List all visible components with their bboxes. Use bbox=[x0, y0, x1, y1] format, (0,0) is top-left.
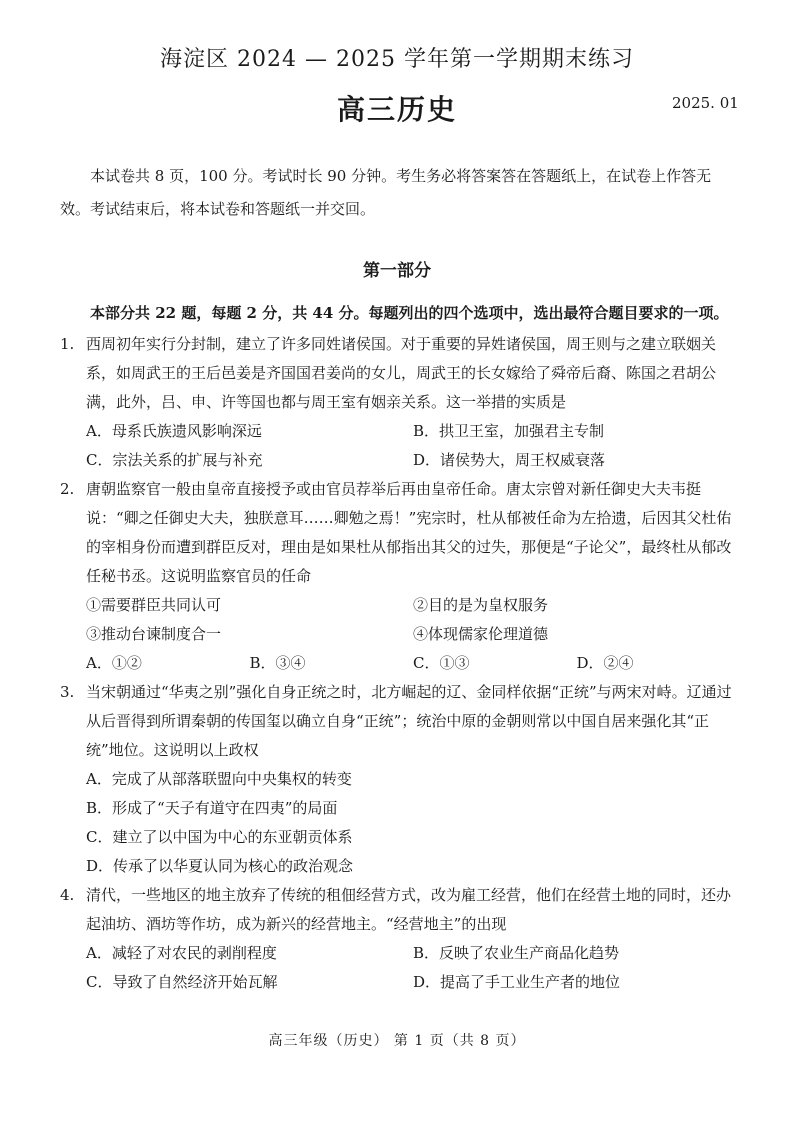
part-instruction: 本部分共 22 题，每题 2 分，共 44 分。每题列出的四个选项中，选出最符合题目要求的一项。 bbox=[90, 304, 729, 322]
statement-1: ①需要群臣共同认可 bbox=[86, 596, 222, 614]
statement-4: ④体现儒家伦理道德 bbox=[413, 625, 549, 643]
exam-instructions: 本试卷共 8 页，100 分。考试时长 90 分钟。考生务必将答案答在答题纸上，在试卷上作答无效。考试结束后，将本试卷和答题纸一并交回。 bbox=[60, 167, 712, 218]
option-d: D．提高了手工业生产者的地位 bbox=[413, 973, 621, 991]
option-a: A．①② bbox=[86, 654, 142, 672]
question-3 bbox=[60, 678, 740, 881]
option-a: A．减轻了对农民的剥削程度 bbox=[86, 944, 277, 962]
question-stem: 唐朝监察官一般由皇帝直接授予或由官员荐举后再由皇帝任命。唐太宗曾对新任御史大夫韦挺说：“卿之任御史大夫，独朕意耳……卿勉之焉！”宪宗时，杜从郁被任命为左拾遗，后因其父杜佑的宰相身份而遭到群臣反对，理由是如果杜从郁指出其父的过失，那便是“子论父”，最终杜从郁改任秘书丞。这说明监察官员的任命 bbox=[86, 480, 732, 585]
option-d: D．②④ bbox=[576, 654, 634, 672]
option-c: C．建立了以中国为中心的东亚朝贡体系 bbox=[86, 828, 353, 846]
question-stem: 西周初年实行分封制，建立了许多同姓诸侯国。对于重要的异姓诸侯国，周王则与之建立联姻关系，如周武王的王后邑姜是齐国国君姜尚的女儿，周武王的长女嫁给了舜帝后裔、陈国之君胡公满，此外，吕、申、许等国也都与周王室有姻亲关系。这一举措的实质是 bbox=[86, 335, 717, 411]
question-stem: 清代，一些地区的地主放弃了传统的租佃经营方式，改为雇工经营，他们在经营土地的同时，还办起油坊、酒坊等作坊，成为新兴的经营地主。“经营地主”的出现 bbox=[86, 886, 732, 933]
question-1 bbox=[60, 330, 740, 475]
option-d: D．传承了以华夏认同为核心的政治观念 bbox=[86, 857, 354, 875]
question-number: 3. bbox=[60, 683, 75, 701]
option-c: C．导致了自然经济开始瓦解 bbox=[86, 973, 278, 991]
option-b: B．拱卫王室，加强君主专制 bbox=[413, 422, 605, 440]
option-c: C．①③ bbox=[413, 654, 470, 672]
option-b: B．③④ bbox=[249, 654, 306, 672]
question-number: 2. bbox=[60, 480, 75, 498]
option-c: C．宗法关系的扩展与补充 bbox=[86, 451, 263, 469]
option-b: B．反映了农业生产商品化趋势 bbox=[413, 944, 620, 962]
exam-date: 2025. 01 bbox=[672, 94, 739, 112]
question-number: 1. bbox=[60, 335, 75, 353]
question-2 bbox=[60, 475, 740, 678]
option-a: A．母系氏族遗风影响深远 bbox=[86, 422, 262, 440]
part-title: 第一部分 bbox=[363, 261, 431, 281]
statement-3: ③推动台谏制度合一 bbox=[86, 625, 222, 643]
question-stem: 当宋朝通过“华夷之别”强化自身正统之时，北方崛起的辽、金同样依据“正统”与两宋对峙。辽通过从后晋得到所谓秦朝的传国玺以确立自身“正统”；统治中原的金朝则常以中国自居来强化其“正统”地位。这说明以上政权 bbox=[86, 683, 732, 759]
page-footer: 高三年级（历史） 第 1 页（共 8 页） bbox=[268, 1033, 526, 1049]
question-list bbox=[60, 330, 740, 997]
exam-subject: 高三历史 bbox=[336, 93, 457, 126]
option-a: A．完成了从部落联盟向中央集权的转变 bbox=[86, 770, 352, 788]
question-4 bbox=[60, 881, 740, 997]
option-d: D．诸侯势大，周王权威衰落 bbox=[413, 451, 606, 469]
statement-2: ②目的是为皇权服务 bbox=[413, 596, 549, 614]
exam-title: 海淀区 2024 — 2025 学年第一学期期末练习 bbox=[160, 47, 634, 72]
question-number: 4. bbox=[60, 886, 75, 904]
option-b: B．形成了“天子有道守在四夷”的局面 bbox=[86, 799, 338, 817]
